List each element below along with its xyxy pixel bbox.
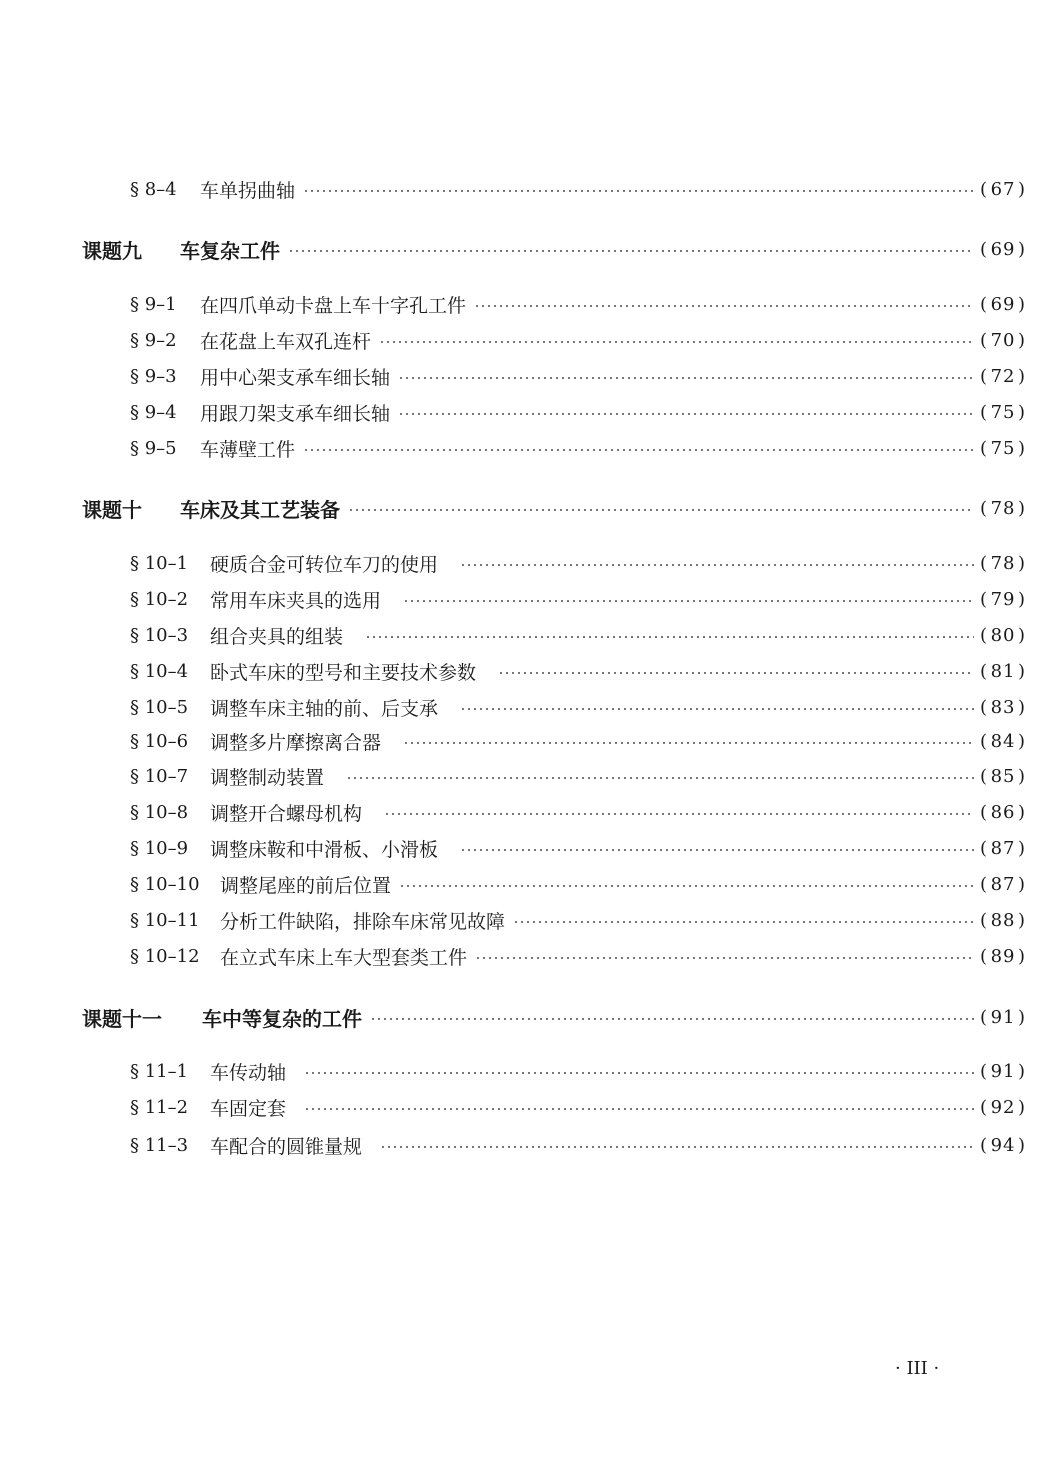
dot-leader	[303, 190, 974, 192]
toc-entry-section	[0, 1056, 1044, 1086]
dot-leader	[460, 564, 974, 566]
page-reference: ( 79 )	[980, 588, 1027, 610]
page-reference: ( 87 )	[980, 873, 1027, 895]
section-title: 车单拐曲轴	[200, 179, 296, 202]
chapter-number: 课题十	[82, 497, 142, 522]
section-number: § 10–4	[130, 660, 189, 682]
toc-entry-chapter	[0, 493, 1044, 523]
section-title: 用中心架支承车细长轴	[200, 366, 391, 389]
page-reference: ( 85 )	[980, 765, 1027, 787]
page-reference: ( 86 )	[980, 801, 1027, 823]
section-title: 硬质合金可转位车刀的使用	[210, 553, 439, 576]
section-number: § 9–1	[130, 293, 177, 315]
page-reference: ( 94 )	[980, 1134, 1027, 1156]
toc-entry-section	[0, 761, 1044, 791]
section-title: 用跟刀架支承车细长轴	[200, 402, 391, 425]
dot-leader	[399, 885, 974, 887]
dot-leader	[348, 509, 974, 511]
section-number: § 9–5	[130, 437, 177, 459]
dot-leader	[304, 1072, 974, 1074]
page-reference: ( 67 )	[980, 178, 1027, 200]
chapter-title: 车复杂工件	[180, 238, 280, 263]
section-number: § 10–6	[130, 730, 189, 752]
page-reference: ( 69 )	[980, 293, 1027, 315]
section-title: 调整多片摩擦离合器	[210, 731, 382, 754]
dot-leader	[513, 921, 974, 923]
section-title: 调整车床主轴的前、后支承	[210, 697, 439, 720]
dot-leader	[460, 849, 974, 851]
section-title: 车配合的圆锥量规	[210, 1135, 363, 1158]
section-number: § 10–3	[130, 624, 189, 646]
toc-entry-section	[0, 548, 1044, 578]
toc-entry-section	[0, 620, 1044, 650]
toc-entry-chapter	[0, 1002, 1044, 1032]
dot-leader	[379, 341, 974, 343]
section-title: 在花盘上车双孔连杆	[200, 330, 372, 353]
section-number: § 10–7	[130, 765, 189, 787]
toc-entry-section	[0, 325, 1044, 355]
page-reference: ( 91 )	[980, 1006, 1027, 1028]
page-reference: ( 89 )	[980, 945, 1027, 967]
section-number: § 11–1	[130, 1060, 189, 1082]
section-title: 卧式车床的型号和主要技术参数	[210, 661, 477, 684]
dot-leader	[304, 1108, 974, 1110]
dot-leader	[380, 1146, 974, 1148]
toc-entry-section	[0, 833, 1044, 863]
toc-entry-section	[0, 656, 1044, 686]
section-title: 车固定套	[210, 1097, 287, 1120]
section-number: § 9–3	[130, 365, 177, 387]
toc-entry-section	[0, 361, 1044, 391]
page-reference: ( 78 )	[980, 552, 1027, 574]
dot-leader	[384, 813, 974, 815]
dot-leader	[346, 777, 974, 779]
section-number: § 10–10	[130, 873, 200, 895]
toc-entry-section	[0, 1092, 1044, 1122]
section-number: § 10–11	[130, 909, 200, 931]
section-title: 车传动轴	[210, 1061, 287, 1084]
toc-entry-section	[0, 941, 1044, 971]
chapter-number: 课题十一	[82, 1006, 162, 1031]
toc-entry-section	[0, 905, 1044, 935]
chapter-title: 车床及其工艺装备	[180, 497, 340, 522]
page-reference: ( 81 )	[980, 660, 1027, 682]
page-reference: ( 91 )	[980, 1060, 1027, 1082]
toc-entry-section	[0, 584, 1044, 614]
dot-leader	[403, 600, 974, 602]
section-title: 车薄壁工件	[200, 438, 296, 461]
section-number: § 9–4	[130, 401, 177, 423]
section-number: § 10–8	[130, 801, 189, 823]
dot-leader	[303, 449, 974, 451]
section-title: 调整尾座的前后位置	[220, 874, 392, 897]
dot-leader	[288, 250, 974, 252]
page-reference: ( 70 )	[980, 329, 1027, 351]
section-title: 在立式车床上车大型套类工件	[220, 946, 468, 969]
section-number: § 10–5	[130, 696, 189, 718]
page-reference: ( 88 )	[980, 909, 1027, 931]
dot-leader	[474, 305, 974, 307]
toc-entry-section	[0, 433, 1044, 463]
page-reference: ( 84 )	[980, 730, 1027, 752]
dot-leader	[398, 413, 974, 415]
section-title: 在四爪单动卡盘上车十字孔工件	[200, 294, 467, 317]
section-number: § 10–12	[130, 945, 200, 967]
page-reference: ( 69 )	[980, 238, 1027, 260]
dot-leader	[370, 1018, 974, 1020]
toc-entry-section	[0, 797, 1044, 827]
section-title: 组合夹具的组装	[210, 625, 344, 648]
toc-entry-section	[0, 174, 1044, 204]
dot-leader	[365, 636, 974, 638]
page-reference: ( 75 )	[980, 437, 1027, 459]
section-title: 常用车床夹具的选用	[210, 589, 382, 612]
dot-leader	[475, 957, 974, 959]
toc-entry-section	[0, 869, 1044, 899]
section-number: § 10–1	[130, 552, 189, 574]
dot-leader	[460, 708, 974, 710]
page-reference: ( 72 )	[980, 365, 1027, 387]
page-reference: ( 87 )	[980, 837, 1027, 859]
toc-entry-section	[0, 692, 1044, 722]
dot-leader	[498, 672, 974, 674]
section-number: § 10–9	[130, 837, 189, 859]
chapter-number: 课题九	[82, 238, 142, 263]
section-number: § 11–3	[130, 1134, 189, 1156]
dot-leader	[403, 742, 974, 744]
toc-entry-chapter	[0, 234, 1044, 264]
page-reference: ( 92 )	[980, 1096, 1027, 1118]
section-title: 调整开合螺母机构	[210, 802, 363, 825]
section-title: 分析工件缺陷，排除车床常见故障	[220, 910, 506, 933]
page-reference: ( 75 )	[980, 401, 1027, 423]
toc-entry-section	[0, 1130, 1044, 1160]
toc-entry-section	[0, 726, 1044, 756]
page-reference: ( 80 )	[980, 624, 1027, 646]
section-number: § 9–2	[130, 329, 177, 351]
section-number: § 8–4	[130, 178, 177, 200]
chapter-title: 车中等复杂的工件	[202, 1006, 362, 1031]
page-reference: ( 83 )	[980, 696, 1027, 718]
toc-entry-section	[0, 289, 1044, 319]
dot-leader	[398, 377, 974, 379]
section-number: § 10–2	[130, 588, 189, 610]
page-number-footer: · III ·	[895, 1358, 940, 1379]
page-reference: ( 78 )	[980, 497, 1027, 519]
toc-entry-section	[0, 397, 1044, 427]
section-number: § 11–2	[130, 1096, 189, 1118]
section-title: 调整床鞍和中滑板、小滑板	[210, 838, 439, 861]
section-title: 调整制动装置	[210, 766, 325, 789]
